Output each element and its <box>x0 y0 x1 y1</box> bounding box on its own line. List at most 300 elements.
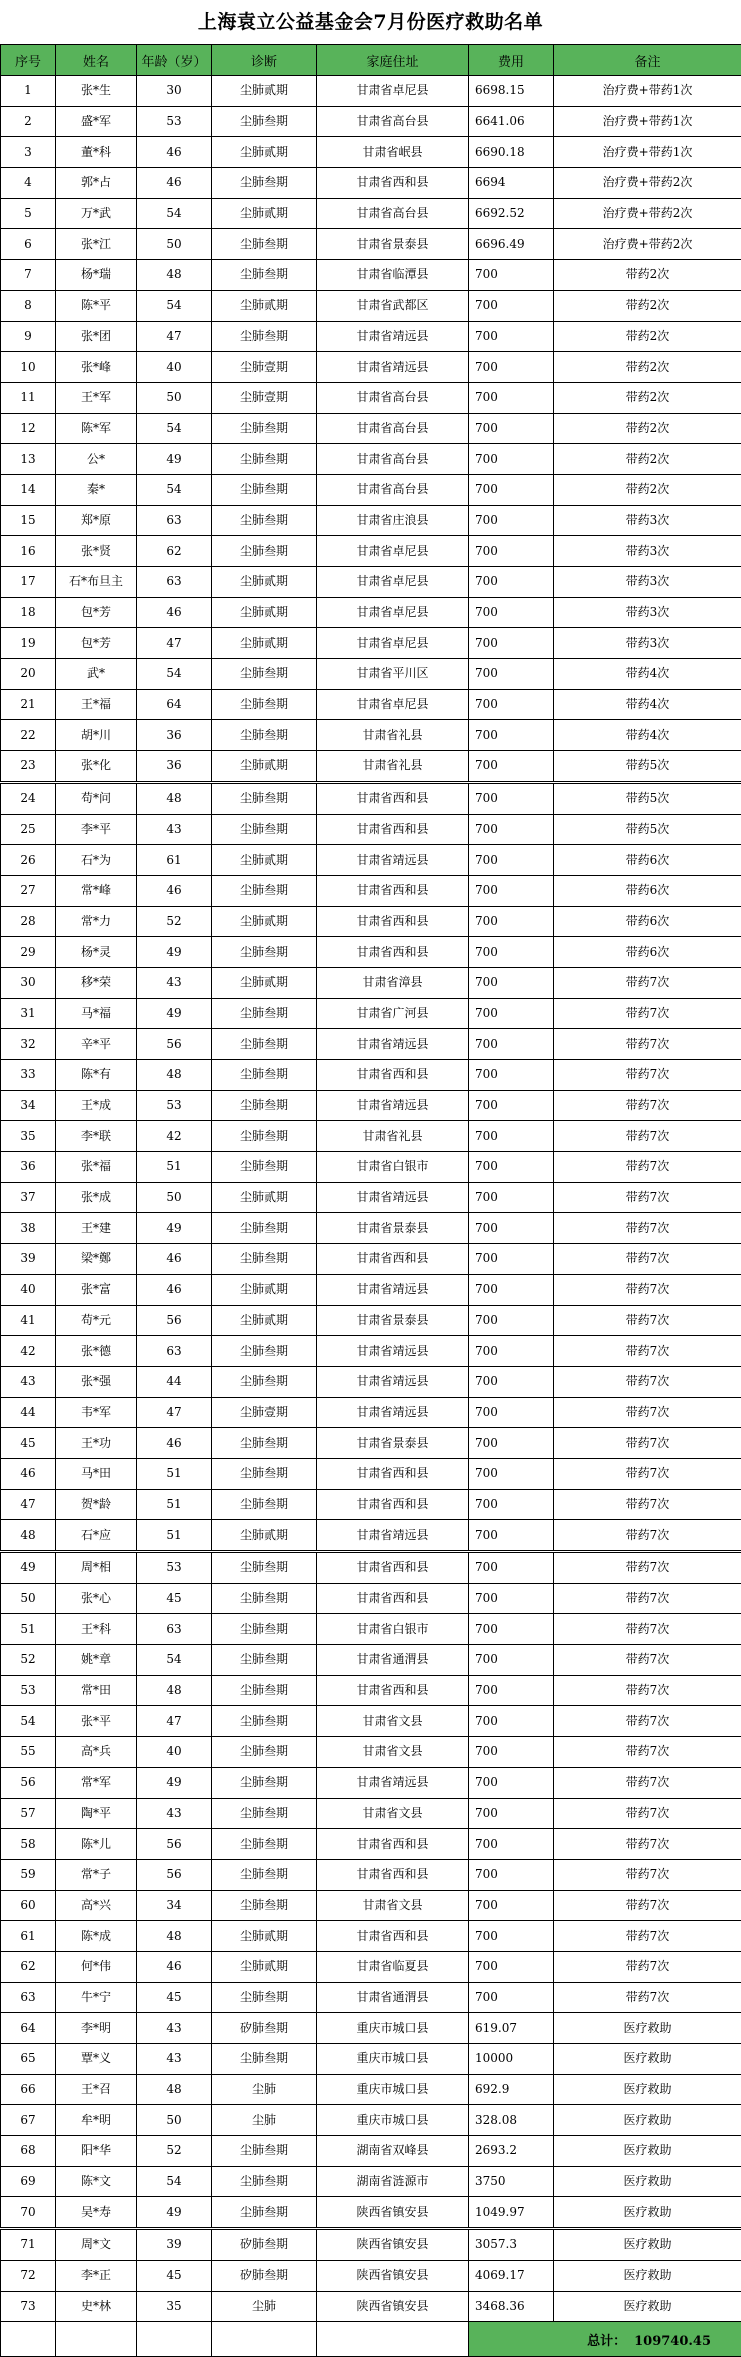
cell-name: 马*田 <box>56 1458 137 1489</box>
cell-fee: 700 <box>469 1244 554 1275</box>
cell-address: 湖南省双峰县 <box>317 2136 469 2167</box>
cell-remark: 带药5次 <box>554 751 741 783</box>
cell-no: 31 <box>1 998 56 1029</box>
cell-no: 58 <box>1 1829 56 1860</box>
cell-no: 38 <box>1 1213 56 1244</box>
cell-remark: 带药5次 <box>554 814 741 845</box>
cell-address: 甘肃省靖远县 <box>317 1029 469 1060</box>
cell-diagnosis: 尘肺叁期 <box>212 1458 317 1489</box>
table-row <box>1 1121 741 1152</box>
table-row <box>1 845 741 876</box>
cell-age: 50 <box>137 382 212 413</box>
cell-name: 常*力 <box>56 906 137 937</box>
cell-address: 甘肃省卓尼县 <box>317 567 469 598</box>
cell-name: 王*科 <box>56 1614 137 1645</box>
cell-fee: 700 <box>469 321 554 352</box>
cell-age: 53 <box>137 106 212 137</box>
cell-no: 48 <box>1 1520 56 1552</box>
cell-address: 甘肃省漳县 <box>317 967 469 998</box>
cell-remark: 治疗费+带药1次 <box>554 137 741 168</box>
table-row <box>1 536 741 567</box>
cell-fee: 700 <box>469 1798 554 1829</box>
cell-age: 62 <box>137 536 212 567</box>
cell-remark: 治疗费+带药1次 <box>554 106 741 137</box>
cell-no: 65 <box>1 2044 56 2075</box>
cell-name: 陈*平 <box>56 290 137 321</box>
cell-remark: 带药7次 <box>554 1645 741 1676</box>
cell-diagnosis: 尘肺贰期 <box>212 137 317 168</box>
cell-diagnosis: 尘肺贰期 <box>212 1182 317 1213</box>
cell-diagnosis: 尘肺贰期 <box>212 290 317 321</box>
cell-remark: 带药2次 <box>554 321 741 352</box>
cell-address: 甘肃省西和县 <box>317 1829 469 1860</box>
cell-remark: 带药2次 <box>554 260 741 291</box>
cell-age: 54 <box>137 1645 212 1676</box>
cell-age: 47 <box>137 321 212 352</box>
cell-no: 37 <box>1 1182 56 1213</box>
cell-remark: 医疗救助 <box>554 2136 741 2167</box>
cell-name: 李*平 <box>56 814 137 845</box>
cell-diagnosis: 尘肺叁期 <box>212 1244 317 1275</box>
cell-diagnosis: 尘肺贰期 <box>212 845 317 876</box>
cell-address: 甘肃省景泰县 <box>317 1428 469 1459</box>
cell-age: 51 <box>137 1520 212 1552</box>
cell-age: 52 <box>137 2136 212 2167</box>
table-row <box>1 2013 741 2044</box>
cell-remark: 医疗救助 <box>554 2166 741 2197</box>
cell-no: 53 <box>1 1675 56 1706</box>
cell-address: 甘肃省西和县 <box>317 814 469 845</box>
cell-no: 28 <box>1 906 56 937</box>
cell-name: 杨*灵 <box>56 937 137 968</box>
cell-diagnosis: 尘肺叁期 <box>212 1706 317 1737</box>
cell-remark: 带药7次 <box>554 1552 741 1584</box>
cell-remark: 带药7次 <box>554 1737 741 1768</box>
cell-address: 甘肃省通渭县 <box>317 1645 469 1676</box>
cell-diagnosis: 尘肺叁期 <box>212 1767 317 1798</box>
cell-name: 陈*有 <box>56 1060 137 1091</box>
cell-no: 52 <box>1 1645 56 1676</box>
cell-address: 甘肃省靖远县 <box>317 845 469 876</box>
total-spacer <box>56 2322 137 2357</box>
cell-diagnosis: 尘肺贰期 <box>212 628 317 659</box>
cell-remark: 带药3次 <box>554 536 741 567</box>
table-header <box>1 45 741 76</box>
cell-no: 61 <box>1 1921 56 1952</box>
cell-remark: 带药4次 <box>554 720 741 751</box>
total-spacer <box>317 2322 469 2357</box>
aid-table <box>0 44 741 2357</box>
table-row <box>1 505 741 536</box>
cell-name: 苟*元 <box>56 1305 137 1336</box>
cell-diagnosis: 尘肺叁期 <box>212 720 317 751</box>
cell-age: 48 <box>137 1060 212 1091</box>
cell-fee: 700 <box>469 444 554 475</box>
cell-remark: 带药7次 <box>554 1890 741 1921</box>
cell-fee: 700 <box>469 1583 554 1614</box>
cell-address: 甘肃省西和县 <box>317 1859 469 1890</box>
cell-address: 甘肃省西和县 <box>317 782 469 814</box>
table-row <box>1 1706 741 1737</box>
cell-remark: 带药7次 <box>554 967 741 998</box>
table-row <box>1 1029 741 1060</box>
table-row <box>1 2166 741 2197</box>
cell-age: 56 <box>137 1829 212 1860</box>
cell-no: 64 <box>1 2013 56 2044</box>
cell-no: 72 <box>1 2260 56 2291</box>
cell-diagnosis: 尘肺贰期 <box>212 1305 317 1336</box>
total-value: 109740.45 <box>634 2334 711 2349</box>
cell-diagnosis: 尘肺壹期 <box>212 382 317 413</box>
table-row <box>1 814 741 845</box>
cell-age: 40 <box>137 352 212 383</box>
cell-fee: 3468.36 <box>469 2291 554 2322</box>
cell-no: 49 <box>1 1552 56 1584</box>
cell-remark: 带药2次 <box>554 290 741 321</box>
cell-name: 高*兴 <box>56 1890 137 1921</box>
cell-remark: 带药3次 <box>554 505 741 536</box>
table-body <box>1 76 741 2322</box>
cell-name: 常*军 <box>56 1767 137 1798</box>
cell-address: 甘肃省靖远县 <box>317 352 469 383</box>
cell-diagnosis: 尘肺叁期 <box>212 814 317 845</box>
cell-no: 57 <box>1 1798 56 1829</box>
table-row <box>1 137 741 168</box>
table-row <box>1 1583 741 1614</box>
cell-remark: 医疗救助 <box>554 2229 741 2261</box>
cell-no: 2 <box>1 106 56 137</box>
cell-no: 40 <box>1 1274 56 1305</box>
cell-remark: 带药6次 <box>554 875 741 906</box>
cell-diagnosis: 尘肺叁期 <box>212 998 317 1029</box>
cell-age: 49 <box>137 1213 212 1244</box>
table-row <box>1 2229 741 2261</box>
table-row <box>1 1552 741 1584</box>
cell-address: 甘肃省卓尼县 <box>317 76 469 107</box>
cell-age: 47 <box>137 1706 212 1737</box>
cell-diagnosis: 尘肺叁期 <box>212 1336 317 1367</box>
cell-diagnosis: 尘肺叁期 <box>212 321 317 352</box>
cell-remark: 带药5次 <box>554 782 741 814</box>
cell-fee: 700 <box>469 1121 554 1152</box>
cell-fee: 700 <box>469 505 554 536</box>
cell-age: 61 <box>137 845 212 876</box>
cell-remark: 带药7次 <box>554 998 741 1029</box>
cell-age: 44 <box>137 1366 212 1397</box>
cell-age: 39 <box>137 2229 212 2261</box>
cell-name: 董*科 <box>56 137 137 168</box>
cell-remark: 带药4次 <box>554 659 741 690</box>
cell-name: 武* <box>56 659 137 690</box>
cell-name: 牛*宁 <box>56 1982 137 2013</box>
cell-address: 甘肃省庄浪县 <box>317 505 469 536</box>
cell-diagnosis: 尘肺贰期 <box>212 1921 317 1952</box>
cell-age: 49 <box>137 937 212 968</box>
cell-name: 阳*华 <box>56 2136 137 2167</box>
cell-name: 郭*占 <box>56 168 137 199</box>
cell-age: 42 <box>137 1121 212 1152</box>
cell-name: 包*芳 <box>56 628 137 659</box>
cell-remark: 医疗救助 <box>554 2260 741 2291</box>
table-row <box>1 2291 741 2322</box>
cell-diagnosis: 尘肺叁期 <box>212 260 317 291</box>
table-row <box>1 198 741 229</box>
cell-remark: 带药7次 <box>554 1951 741 1982</box>
cell-fee: 700 <box>469 597 554 628</box>
cell-diagnosis: 尘肺 <box>212 2074 317 2105</box>
total-label: 总计： <box>587 2334 626 2349</box>
cell-no: 26 <box>1 845 56 876</box>
cell-no: 17 <box>1 567 56 598</box>
cell-remark: 带药7次 <box>554 1121 741 1152</box>
cell-remark: 带药7次 <box>554 1029 741 1060</box>
cell-diagnosis: 尘肺叁期 <box>212 1982 317 2013</box>
cell-name: 陶*平 <box>56 1798 137 1829</box>
cell-name: 韦*军 <box>56 1397 137 1428</box>
table-row <box>1 1890 741 1921</box>
cell-address: 重庆市城口县 <box>317 2074 469 2105</box>
cell-name: 王*福 <box>56 689 137 720</box>
page-title: 上海袁立公益基金会7月份医疗救助名单 <box>0 0 741 44</box>
cell-age: 54 <box>137 2166 212 2197</box>
cell-address: 甘肃省西和县 <box>317 1675 469 1706</box>
table-row <box>1 106 741 137</box>
cell-remark: 医疗救助 <box>554 2074 741 2105</box>
cell-address: 陕西省镇安县 <box>317 2197 469 2229</box>
cell-remark: 带药3次 <box>554 567 741 598</box>
cell-fee: 2693.2 <box>469 2136 554 2167</box>
cell-address: 陕西省镇安县 <box>317 2260 469 2291</box>
cell-fee: 700 <box>469 1152 554 1183</box>
table-row <box>1 2197 741 2229</box>
cell-address: 甘肃省西和县 <box>317 1458 469 1489</box>
cell-name: 覃*义 <box>56 2044 137 2075</box>
cell-age: 36 <box>137 751 212 783</box>
cell-name: 张*平 <box>56 1706 137 1737</box>
cell-address: 甘肃省卓尼县 <box>317 689 469 720</box>
table-row <box>1 1213 741 1244</box>
cell-fee: 4069.17 <box>469 2260 554 2291</box>
cell-no: 18 <box>1 597 56 628</box>
table-row <box>1 906 741 937</box>
cell-name: 吴*寿 <box>56 2197 137 2229</box>
cell-address: 甘肃省岷县 <box>317 137 469 168</box>
cell-remark: 治疗费+带药2次 <box>554 198 741 229</box>
cell-address: 陕西省镇安县 <box>317 2291 469 2322</box>
cell-remark: 带药7次 <box>554 1859 741 1890</box>
cell-age: 56 <box>137 1029 212 1060</box>
cell-fee: 700 <box>469 260 554 291</box>
cell-diagnosis: 尘肺贰期 <box>212 76 317 107</box>
cell-fee: 700 <box>469 1614 554 1645</box>
cell-fee: 700 <box>469 1645 554 1676</box>
cell-diagnosis: 尘肺叁期 <box>212 1029 317 1060</box>
cell-fee: 700 <box>469 937 554 968</box>
cell-age: 46 <box>137 1428 212 1459</box>
cell-address: 甘肃省景泰县 <box>317 229 469 260</box>
total-row <box>1 2322 741 2357</box>
cell-fee: 3750 <box>469 2166 554 2197</box>
cell-age: 46 <box>137 1274 212 1305</box>
table-row <box>1 1366 741 1397</box>
cell-name: 万*武 <box>56 198 137 229</box>
cell-diagnosis: 矽肺叁期 <box>212 2013 317 2044</box>
cell-name: 王*军 <box>56 382 137 413</box>
table-row <box>1 76 741 107</box>
cell-diagnosis: 尘肺叁期 <box>212 1213 317 1244</box>
cell-diagnosis: 尘肺贰期 <box>212 1274 317 1305</box>
cell-address: 甘肃省文县 <box>317 1890 469 1921</box>
table-row <box>1 1675 741 1706</box>
cell-name: 李*联 <box>56 1121 137 1152</box>
cell-fee: 700 <box>469 906 554 937</box>
cell-fee: 6692.52 <box>469 198 554 229</box>
cell-remark: 带药7次 <box>554 1767 741 1798</box>
cell-no: 30 <box>1 967 56 998</box>
cell-name: 辛*平 <box>56 1029 137 1060</box>
cell-fee: 700 <box>469 1921 554 1952</box>
cell-age: 50 <box>137 2105 212 2136</box>
cell-age: 63 <box>137 1336 212 1367</box>
header-no: 序号 <box>1 45 56 76</box>
cell-age: 64 <box>137 689 212 720</box>
cell-fee: 700 <box>469 352 554 383</box>
cell-age: 63 <box>137 567 212 598</box>
cell-age: 49 <box>137 444 212 475</box>
cell-name: 包*芳 <box>56 597 137 628</box>
cell-fee: 3057.3 <box>469 2229 554 2261</box>
cell-diagnosis: 尘肺叁期 <box>212 106 317 137</box>
cell-fee: 700 <box>469 536 554 567</box>
cell-no: 43 <box>1 1366 56 1397</box>
cell-remark: 带药7次 <box>554 1213 741 1244</box>
cell-no: 55 <box>1 1737 56 1768</box>
cell-no: 6 <box>1 229 56 260</box>
table-row <box>1 875 741 906</box>
cell-name: 陈*成 <box>56 1921 137 1952</box>
cell-name: 高*兵 <box>56 1737 137 1768</box>
cell-name: 张*成 <box>56 1182 137 1213</box>
cell-remark: 带药7次 <box>554 1305 741 1336</box>
cell-name: 王*成 <box>56 1090 137 1121</box>
cell-name: 苟*问 <box>56 782 137 814</box>
cell-no: 45 <box>1 1428 56 1459</box>
cell-fee: 700 <box>469 1182 554 1213</box>
cell-fee: 700 <box>469 1767 554 1798</box>
cell-diagnosis: 尘肺叁期 <box>212 413 317 444</box>
cell-address: 甘肃省高台县 <box>317 106 469 137</box>
cell-name: 张*团 <box>56 321 137 352</box>
cell-no: 67 <box>1 2105 56 2136</box>
cell-fee: 700 <box>469 1951 554 1982</box>
cell-address: 甘肃省西和县 <box>317 1552 469 1584</box>
table-row <box>1 2260 741 2291</box>
table-row <box>1 689 741 720</box>
cell-age: 48 <box>137 1675 212 1706</box>
cell-address: 甘肃省高台县 <box>317 474 469 505</box>
cell-fee: 700 <box>469 1397 554 1428</box>
table-row <box>1 1859 741 1890</box>
table-row <box>1 352 741 383</box>
cell-name: 贺*龄 <box>56 1489 137 1520</box>
cell-address: 甘肃省白银市 <box>317 1152 469 1183</box>
cell-address: 甘肃省通渭县 <box>317 1982 469 2013</box>
cell-remark: 带药7次 <box>554 1614 741 1645</box>
cell-diagnosis: 尘肺叁期 <box>212 1798 317 1829</box>
cell-no: 10 <box>1 352 56 383</box>
cell-remark: 带药7次 <box>554 1366 741 1397</box>
table-row <box>1 229 741 260</box>
cell-no: 32 <box>1 1029 56 1060</box>
cell-diagnosis: 尘肺壹期 <box>212 1397 317 1428</box>
table-row <box>1 321 741 352</box>
cell-diagnosis: 尘肺叁期 <box>212 2166 317 2197</box>
cell-diagnosis: 尘肺叁期 <box>212 2136 317 2167</box>
cell-age: 43 <box>137 1798 212 1829</box>
cell-fee: 700 <box>469 1675 554 1706</box>
cell-no: 66 <box>1 2074 56 2105</box>
cell-diagnosis: 矽肺叁期 <box>212 2229 317 2261</box>
cell-remark: 带药7次 <box>554 1458 741 1489</box>
cell-diagnosis: 尘肺叁期 <box>212 875 317 906</box>
cell-diagnosis: 尘肺叁期 <box>212 1675 317 1706</box>
cell-fee: 6696.49 <box>469 229 554 260</box>
cell-remark: 带药6次 <box>554 845 741 876</box>
cell-address: 甘肃省靖远县 <box>317 1336 469 1367</box>
cell-fee: 700 <box>469 474 554 505</box>
cell-diagnosis: 尘肺叁期 <box>212 1489 317 1520</box>
cell-no: 36 <box>1 1152 56 1183</box>
cell-name: 杨*瑞 <box>56 260 137 291</box>
cell-fee: 700 <box>469 845 554 876</box>
cell-age: 51 <box>137 1152 212 1183</box>
cell-fee: 700 <box>469 875 554 906</box>
table-row <box>1 1982 741 2013</box>
cell-address: 甘肃省礼县 <box>317 751 469 783</box>
cell-name: 何*伟 <box>56 1951 137 1982</box>
cell-address: 甘肃省西和县 <box>317 875 469 906</box>
cell-no: 69 <box>1 2166 56 2197</box>
cell-name: 张*心 <box>56 1583 137 1614</box>
cell-address: 甘肃省文县 <box>317 1706 469 1737</box>
table-row <box>1 1244 741 1275</box>
cell-no: 21 <box>1 689 56 720</box>
cell-name: 马*福 <box>56 998 137 1029</box>
header-address: 家庭住址 <box>317 45 469 76</box>
table-row <box>1 382 741 413</box>
cell-remark: 带药7次 <box>554 1921 741 1952</box>
cell-name: 周*相 <box>56 1552 137 1584</box>
cell-no: 14 <box>1 474 56 505</box>
cell-remark: 带药7次 <box>554 1675 741 1706</box>
cell-age: 46 <box>137 597 212 628</box>
table-row <box>1 1336 741 1367</box>
cell-age: 52 <box>137 906 212 937</box>
cell-address: 甘肃省靖远县 <box>317 1520 469 1552</box>
cell-fee: 700 <box>469 1737 554 1768</box>
cell-no: 24 <box>1 782 56 814</box>
table-row <box>1 659 741 690</box>
header-remark: 备注 <box>554 45 741 76</box>
cell-age: 50 <box>137 1182 212 1213</box>
cell-age: 35 <box>137 2291 212 2322</box>
total-spacer <box>1 2322 56 2357</box>
cell-fee: 10000 <box>469 2044 554 2075</box>
cell-address: 甘肃省西和县 <box>317 1060 469 1091</box>
cell-address: 甘肃省广河县 <box>317 998 469 1029</box>
cell-fee: 6690.18 <box>469 137 554 168</box>
cell-no: 71 <box>1 2229 56 2261</box>
